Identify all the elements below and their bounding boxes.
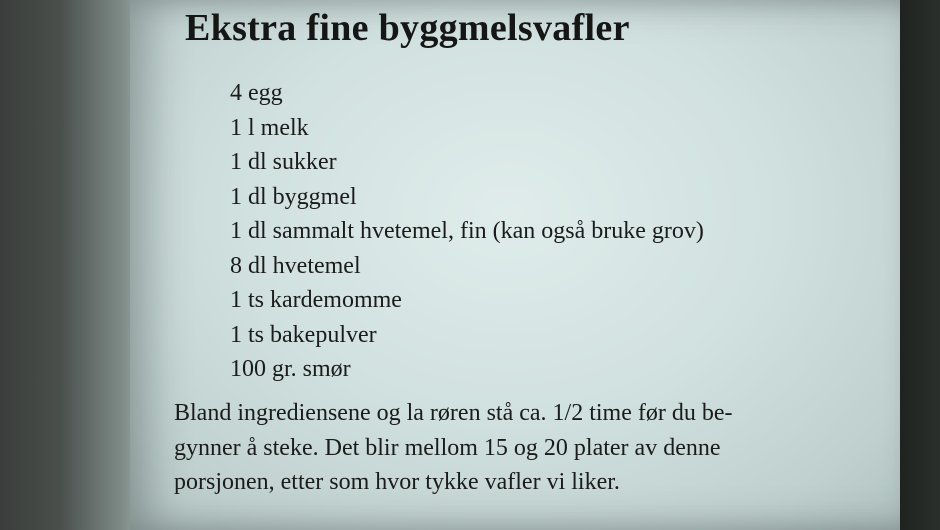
method-line: gynner å steke. Det blir mellom 15 og 20 plater av denne (174, 434, 721, 461)
ingredient-item: 4 egg (230, 80, 283, 106)
ingredient-item: 1 ts kardemomme (230, 287, 402, 313)
ingredient-item: 1 ts bakepulver (230, 321, 377, 348)
method-line: Bland ingrediensene og la røren stå ca. 1/2 time før du be- (174, 400, 733, 426)
screen-frame-edge (900, 0, 940, 530)
ingredient-item: 100 gr. smør (230, 356, 351, 382)
method-paragraph (174, 396, 732, 500)
ingredient-item: 1 dl sammalt hvetemel, fin (kan også bruke grov) (230, 218, 704, 244)
ingredient-list (230, 76, 704, 387)
ingredient-item: 1 dl byggmel (230, 183, 357, 210)
ingredient-item: 1 l melk (230, 114, 309, 141)
method-line: porsjonen, etter som hvor tykke vafler vi liker. (174, 469, 620, 495)
ingredient-item: 8 dl hvetemel (230, 252, 361, 279)
recipe-title: Ekstra fine byggmelsvafler (185, 7, 630, 49)
ingredient-item: 1 dl sukker (230, 149, 337, 175)
